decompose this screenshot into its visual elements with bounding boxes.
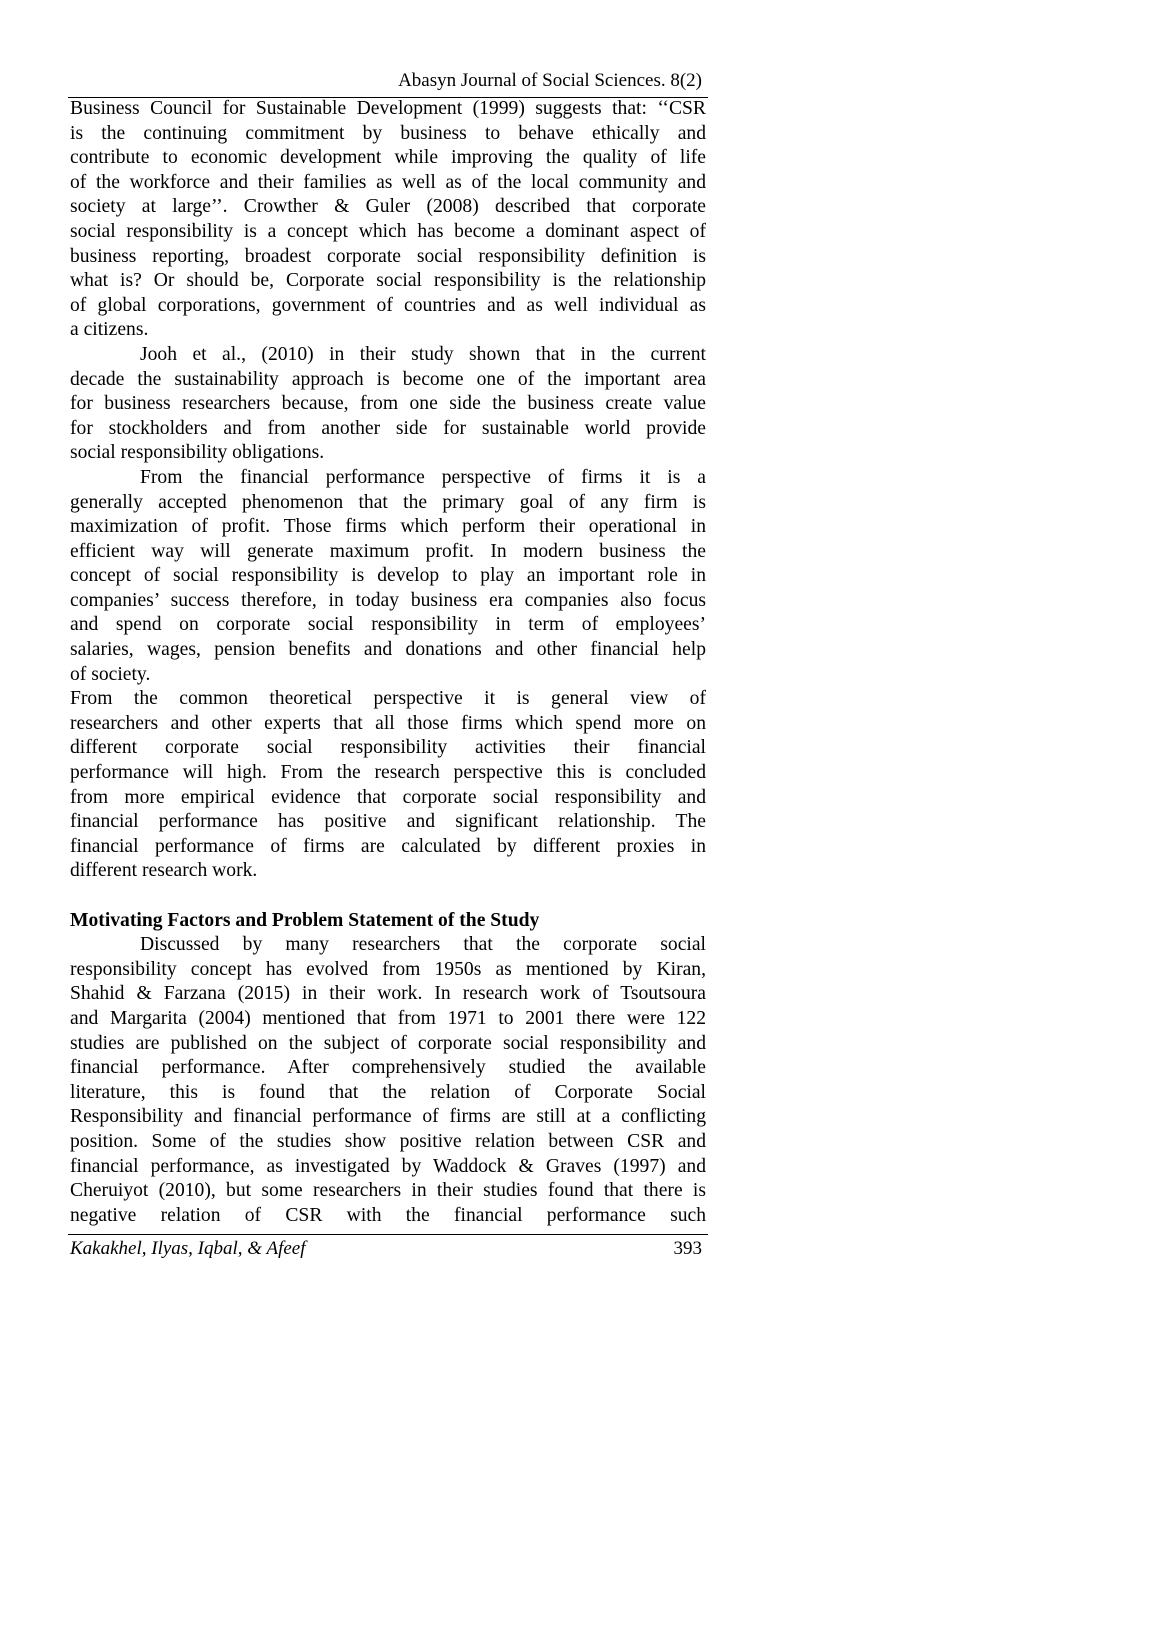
page-header [68,68,708,98]
text-line: Discussed by many researchers that the corporate social [140,934,706,956]
text-line: decade the sustainability approach is become one of the important area [70,368,706,390]
text-line: Business Council for Sustainable Development (1999) suggests that: ‘‘CSR [70,98,706,119]
journal-title: Abasyn Journal of Social Sciences. 8(2) [398,70,702,91]
paragraph-csr-definition [70,97,706,343]
text-line: Shahid & Farzana (2015) in their work. In research work of Tsoutsoura [70,983,706,1005]
text-line: financial performance has positive and significant relationship. The [70,811,706,833]
text-line: society at large’’. Crowther & Guler (2008) described that corporate [70,196,706,218]
paragraph-gap [70,884,706,909]
text-line: financial performance. After comprehensively studied the available [70,1057,706,1079]
page-footer [68,1234,708,1262]
text-line: of society. [70,663,151,685]
text-line: Cheruiyot (2010), but some researchers in their studies found that there is [70,1180,706,1202]
text-line: of the workforce and their families as well as of the local community and [70,171,706,193]
text-line: of global corporations, government of countries and as well individual as [70,294,706,316]
text-line: different research work. [70,860,258,882]
text-line: Responsibility and financial performance of firms are still at a conflicting [70,1106,706,1128]
paragraph-financial-perspective [70,466,706,687]
body-text [70,97,706,1228]
text-line: financial performance, as investigated by Waddock & Graves (1997) and [70,1155,706,1177]
section-heading: Motivating Factors and Problem Statement of the Study [70,909,540,931]
text-line: concept of social responsibility is develop to play an important role in [70,565,706,587]
paragraph-jooh-study [70,343,706,466]
text-line: social responsibility is a concept which has become a dominant aspect of [70,220,706,242]
section-motivating-factors [70,909,706,1229]
text-line: a citizens. [70,319,149,341]
text-line: companies’ success therefore, in today business era companies also focus [70,589,706,611]
text-line: From the common theoretical perspective it is general view of [70,688,706,710]
text-line: researchers and other experts that all those firms which spend more on [70,712,706,734]
paragraph-theoretical-perspective [70,687,706,884]
text-line: generally accepted phenomenon that the primary goal of any firm is [70,491,706,513]
text-line: social responsibility obligations. [70,442,325,464]
text-line: business reporting, broadest corporate social responsibility definition is [70,245,706,267]
text-line: what is? Or should be, Corporate social responsibility is the relationship [70,270,706,292]
text-line: for business researchers because, from one side the business create value [70,393,706,415]
text-line: different corporate social responsibility activities their financial [70,737,706,759]
text-line: and spend on corporate social responsibility in term of employees’ [70,614,706,636]
text-line: salaries, wages, pension benefits and donations and other financial help [70,639,706,661]
text-line: position. Some of the studies show positive relation between CSR and [70,1130,706,1152]
text-line: Jooh et al., (2010) in their study shown that in the current [140,343,706,365]
text-line: responsibility concept has evolved from 1950s as mentioned by Kiran, [70,958,706,980]
text-line: is the continuing commitment by business to behave ethically and [70,122,706,144]
text-line: efficient way will generate maximum profit. In modern business the [70,540,706,562]
text-line: performance will high. From the research perspective this is concluded [70,762,706,784]
page-number: 393 [673,1238,702,1259]
text-line: negative relation of CSR with the financial performance such [70,1204,706,1226]
text-line: financial performance of firms are calculated by different proxies in [70,835,706,857]
text-line: literature, this is found that the relation of Corporate Social [70,1081,706,1103]
text-line: maximization of profit. Those firms which perform their operational in [70,516,706,538]
text-line: for stockholders and from another side for sustainable world provide [70,417,706,439]
text-line: from more empirical evidence that corporate social responsibility and [70,786,706,808]
text-line: and Margarita (2004) mentioned that from 1971 to 2001 there were 122 [70,1007,706,1029]
text-line: From the financial performance perspective of firms it is a [140,466,706,488]
text-line: studies are published on the subject of corporate social responsibility and [70,1032,706,1054]
footer-authors: Kakakhel, Ilyas, Iqbal, & Afeef [70,1238,306,1259]
text-line: contribute to economic development while improving the quality of life [70,147,706,169]
